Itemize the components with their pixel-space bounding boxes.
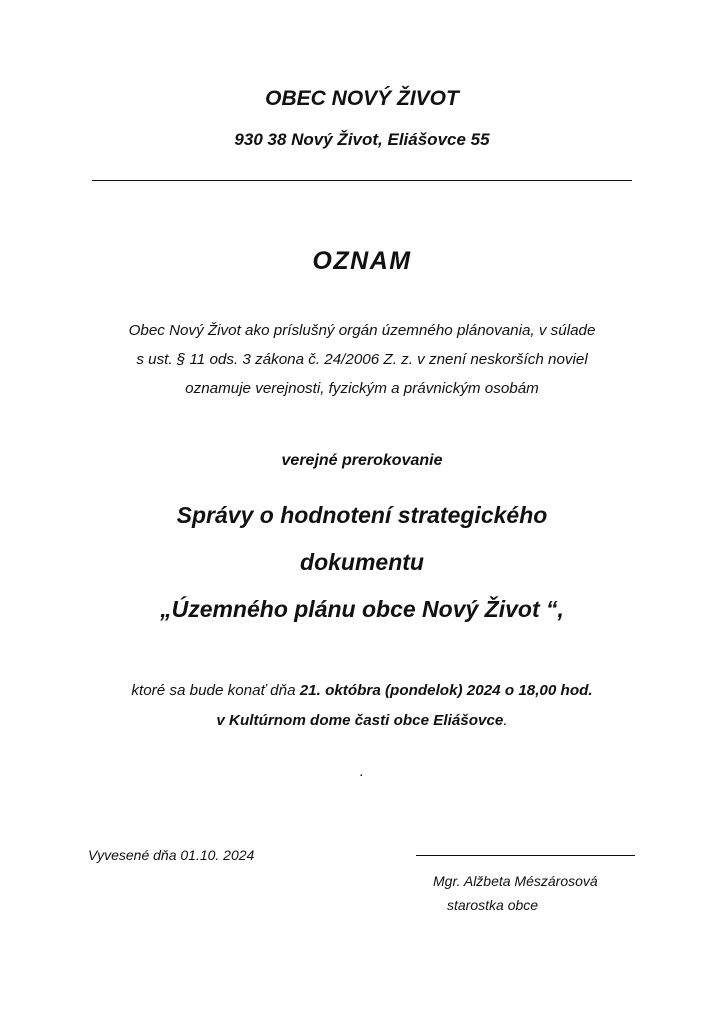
document-title-line: dokumentu — [300, 549, 424, 575]
intro-line: oznamuje verejnosti, fyzickým a právnickým osobám — [185, 380, 539, 397]
signatory-role: starostka obce — [447, 897, 539, 913]
meeting-line-date — [0, 676, 724, 706]
document-title-line: Správy o hodnotení strategického — [176, 502, 548, 528]
meeting-prefix: ktoré sa bude konať dňa — [131, 682, 300, 699]
intro-line: Obec Nový Život ako príslušný orgán územného plánovania, v súlade — [128, 322, 596, 339]
posted-date: Vyvesené dňa 01.10. 2024 — [88, 847, 255, 863]
intro-line: s ust. § 11 ods. 3 zákona č. 24/2006 Z. z. v znení neskorších noviel — [136, 351, 588, 368]
municipality-name: OBEC NOVÝ ŽIVOT — [265, 87, 459, 110]
intro-paragraph — [0, 316, 724, 403]
hearing-subtitle: verejné prerokovanie — [281, 452, 443, 469]
document-title-line: „Územného plánu obce Nový Život “, — [160, 596, 564, 622]
municipality-address: 930 38 Nový Život, Eliášovce 55 — [234, 130, 490, 149]
meeting-place: v Kultúrnom dome časti obce Eliášovce — [216, 712, 504, 729]
stray-dot: . — [359, 763, 365, 780]
meeting-date-time: 21. októbra (pondelok) 2024 o 18,00 hod. — [299, 682, 593, 699]
signature-line — [416, 855, 635, 856]
meeting-details — [0, 676, 724, 736]
meeting-line-place — [0, 706, 724, 736]
signatory-name: Mgr. Alžbeta Mészárosová — [433, 873, 598, 889]
document-title — [0, 492, 724, 633]
notice-heading: OZNAM — [312, 247, 412, 275]
header-divider — [92, 180, 632, 181]
meeting-place-suffix: . — [503, 712, 508, 729]
